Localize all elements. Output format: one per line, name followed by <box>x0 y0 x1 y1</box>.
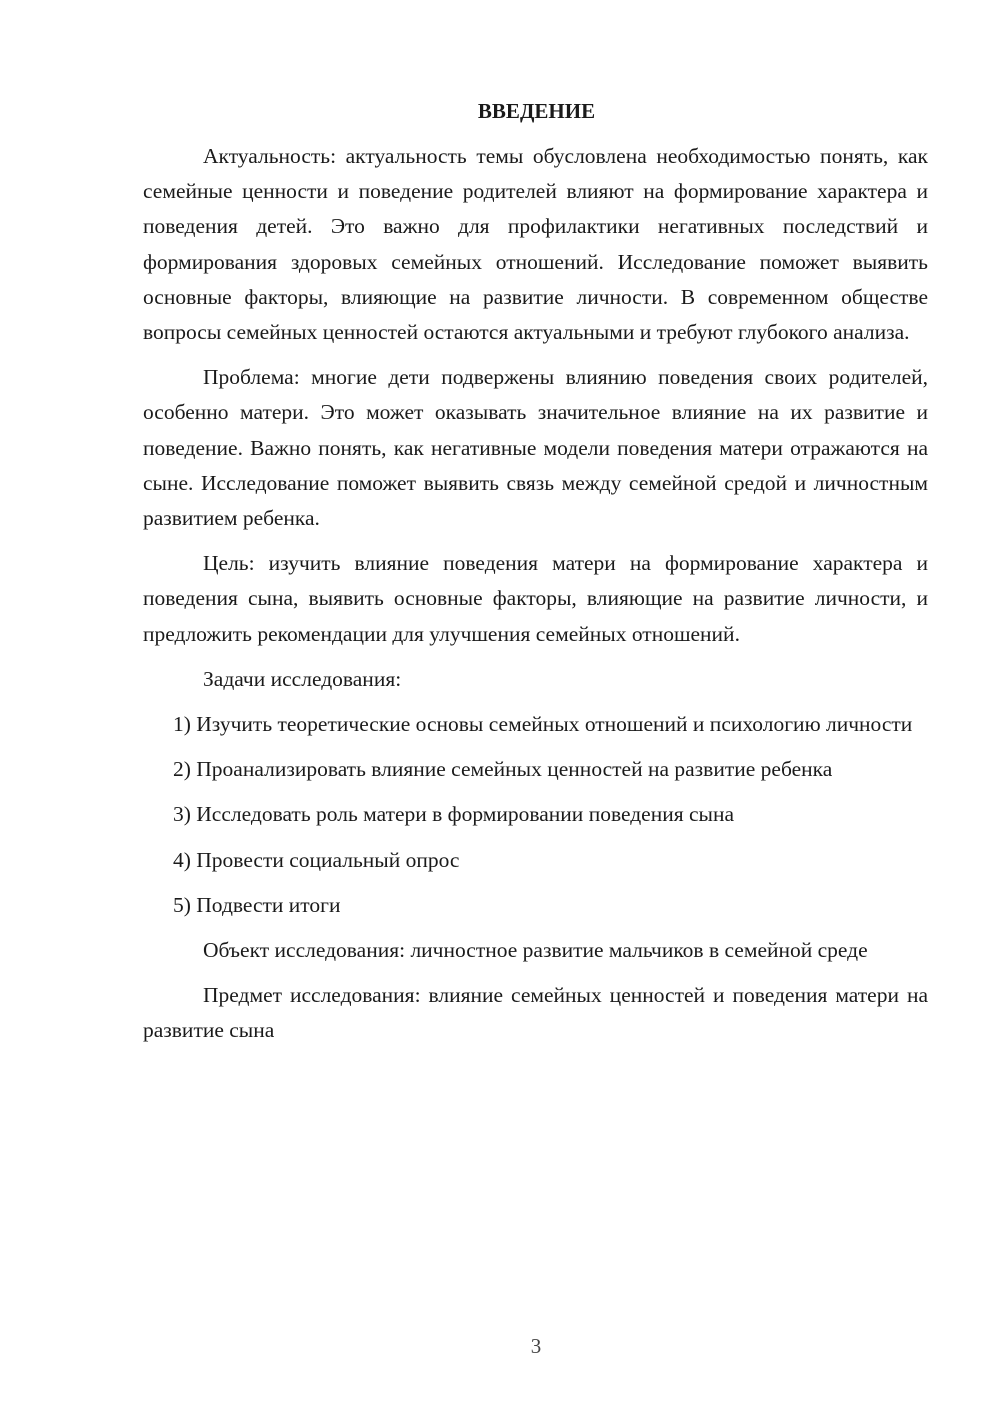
problem-paragraph: Проблема: многие дети подвержены влиянию поведения своих родителей, особенно матери. Это может оказывать значительное влияние на их развитие и поведение. Важно понять, как негативные модели поведения матери отражаются на сыне. Исследование поможет выявить связь между семейной средой и личностным развитием ребенка. <box>143 365 928 531</box>
page-number: 3 <box>530 1334 542 1358</box>
task-item: 3) Исследовать роль матери в формировании поведения сына <box>173 802 735 827</box>
page-title: ВВЕДЕНИЕ <box>477 99 596 123</box>
task-item: 5) Подвести итоги <box>173 892 341 917</box>
object-paragraph: Объект исследования: личностное развитие мальчиков в семейной среде <box>203 938 868 963</box>
tasks-heading: Задачи исследования: <box>203 666 402 691</box>
subject-paragraph: Предмет исследования: влияние семейных ценностей и поведения матери на развитие сына <box>143 983 928 1043</box>
task-item: 2) Проанализировать влияние семейных ценностей на развитие ребенка <box>173 757 833 782</box>
document-page <box>143 97 928 1059</box>
task-item: 1) Изучить теоретические основы семейных отношений и психологию личности <box>173 712 913 737</box>
goal-paragraph: Цель: изучить влияние поведения матери на формирование характера и поведения сына, выявить основные факторы, влияющие на развитие личности, и предложить рекомендации для улучшения семейных отношений. <box>143 551 928 646</box>
task-item: 4) Провести социальный опрос <box>173 847 460 872</box>
relevance-paragraph: Актуальность: актуальность темы обусловлена необходимостью понять, как семейные ценности и поведение родителей влияют на формирование характера и поведения детей. Это важно для профилактики негативных последствий и формирования здоровых семейных отношений. Исследование поможет выявить основные факторы, влияющие на развитие личности. В современном обществе вопросы семейных ценностей остаются актуальными и требуют глубокого анализа. <box>143 144 928 345</box>
tasks-list <box>143 707 928 923</box>
